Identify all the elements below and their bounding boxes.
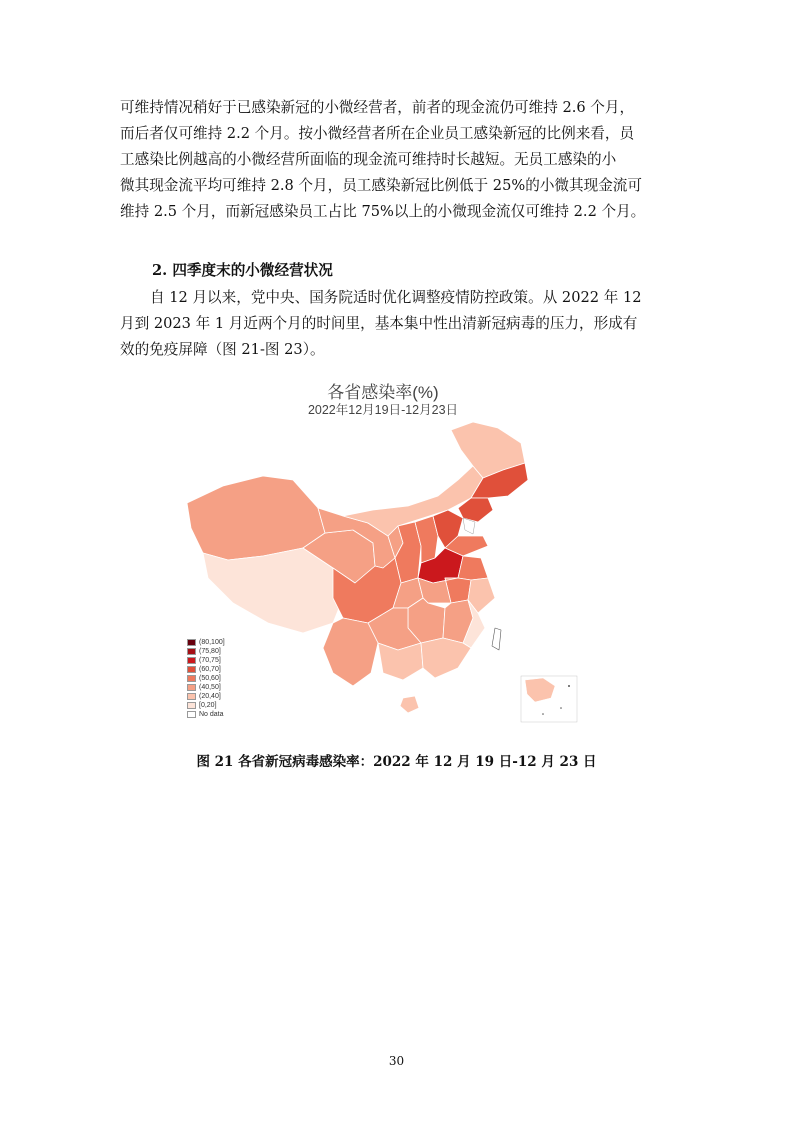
legend-label: (20,40] (199, 693, 221, 700)
infection-rate-map-figure (183, 378, 583, 724)
legend-label: [0,20] (199, 702, 217, 709)
legend-item (187, 647, 225, 656)
legend-swatch (187, 639, 196, 646)
legend-label: (70,75] (199, 657, 221, 664)
map-title: 各省感染率(%) (327, 383, 439, 402)
china-province-map (183, 418, 583, 724)
map-legend (187, 638, 225, 719)
legend-swatch (187, 675, 196, 682)
legend-item (187, 692, 225, 701)
legend-item (187, 638, 225, 647)
legend-swatch (187, 648, 196, 655)
text-line: 微其现金流平均可维持 2.8 个月，员工感染新冠比例低于 25%的小微其现金流可 (120, 177, 642, 194)
text-line: 而后者仅可维持 2.2 个月。按小微经营者所在企业员工感染新冠的比例来看，员 (120, 125, 635, 142)
section-heading: 2. 四季度末的小微经营状况 (152, 262, 333, 279)
region-hainan (400, 696, 419, 713)
legend-item (187, 656, 225, 665)
legend-label: (75,80] (199, 648, 221, 655)
map-subtitle: 2022年12月19日-12月23日 (307, 403, 459, 417)
region-yunnan (323, 618, 378, 686)
text-line: 工感染比例越高的小微经营所面临的现金流可维持时长越短。无员工感染的小 (120, 151, 617, 168)
text-line: 可维持情况稍好于已感染新冠的小微经营者，前者的现金流仍可维持 2.6 个月， (120, 99, 635, 116)
legend-label: (40,50] (199, 684, 221, 691)
legend-swatch (187, 657, 196, 664)
page-number: 30 (388, 1054, 405, 1068)
legend-swatch (187, 711, 196, 718)
legend-label: (50,60] (199, 675, 221, 682)
legend-item (187, 710, 225, 719)
legend-swatch (187, 693, 196, 700)
text-line: 效的免疫屏障（图 21-图 23）。 (120, 341, 325, 358)
figure-caption: 图 21 各省新冠病毒感染率：2022 年 12 月 19 日-12 月 23 日 (196, 754, 597, 770)
paragraph-policy (120, 285, 673, 363)
south-china-sea-inset (521, 676, 577, 722)
paragraph-continuation (120, 95, 673, 225)
legend-label: (60,70] (199, 666, 221, 673)
text-line: 维持 2.5 个月，而新冠感染员工占比 75%以上的小微现金流仅可维持 2.2 个月。 (120, 203, 646, 220)
region-taiwan (492, 628, 501, 650)
legend-item (187, 674, 225, 683)
legend-swatch (187, 684, 196, 691)
region-guangdong (421, 638, 471, 678)
legend-label: No data (199, 711, 224, 718)
text-line: 自 12 月以来，党中央、国务院适时优化调整疫情防控政策。从 2022 年 12 (150, 289, 642, 306)
legend-label: (80,100] (199, 639, 225, 646)
legend-item (187, 683, 225, 692)
text-line: 月到 2023 年 1 月近两个月的时间里，基本集中性出清新冠病毒的压力，形成有 (120, 315, 638, 332)
legend-swatch (187, 666, 196, 673)
legend-swatch (187, 702, 196, 709)
legend-item (187, 665, 225, 674)
region-jiangsu (458, 556, 488, 580)
legend-item (187, 701, 225, 710)
